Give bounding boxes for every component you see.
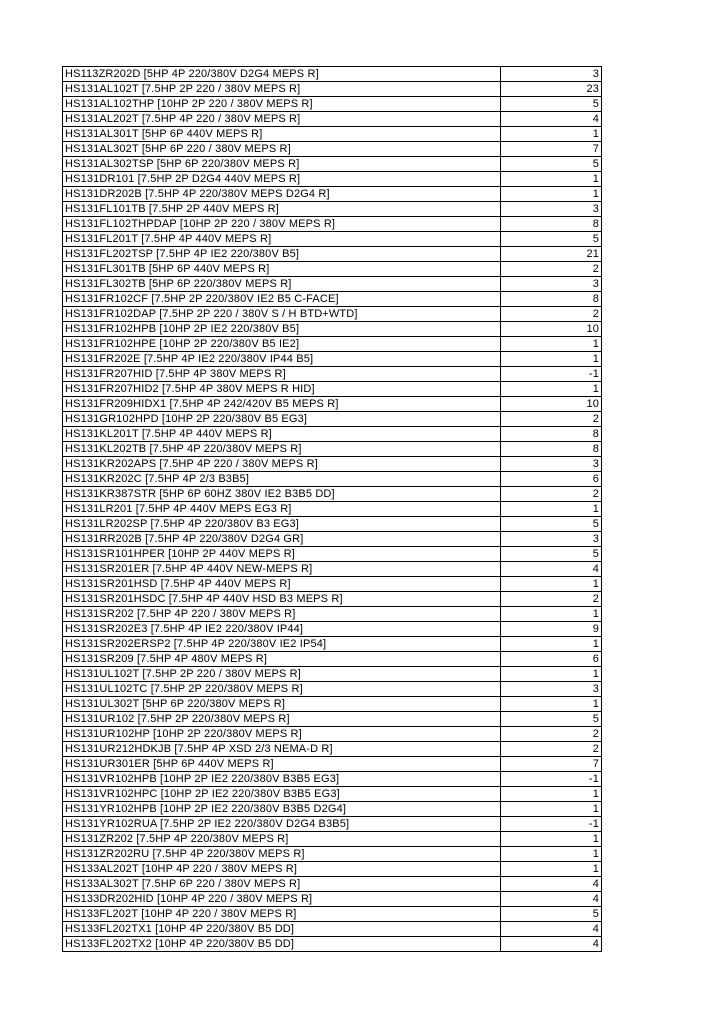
product-description-cell: HS131FR207HID [7.5HP 4P 380V MEPS R] bbox=[63, 367, 501, 382]
product-description-cell: HS131UR102 [7.5HP 2P 220/380V MEPS R] bbox=[63, 712, 501, 727]
table-row bbox=[63, 907, 602, 922]
product-description-cell: HS131UR212HDKJB [7.5HP 4P XSD 2/3 NEMA-D R] bbox=[63, 742, 501, 757]
table-row bbox=[63, 112, 602, 127]
quantity-cell: 5 bbox=[501, 907, 602, 922]
quantity-cell: 6 bbox=[501, 652, 602, 667]
quantity-cell: 1 bbox=[501, 637, 602, 652]
table-row bbox=[63, 817, 602, 832]
product-description-cell: HS133FL202T [10HP 4P 220 / 380V MEPS R] bbox=[63, 907, 501, 922]
quantity-cell: 8 bbox=[501, 217, 602, 232]
quantity-cell: 2 bbox=[501, 727, 602, 742]
inventory-table bbox=[62, 66, 602, 952]
table-row bbox=[63, 217, 602, 232]
product-description-cell: HS133FL202TX2 [10HP 4P 220/380V B5 DD] bbox=[63, 937, 501, 952]
quantity-cell: 1 bbox=[501, 847, 602, 862]
table-row bbox=[63, 712, 602, 727]
product-description-cell: HS131KR202APS [7.5HP 4P 220 / 380V MEPS R] bbox=[63, 457, 501, 472]
product-description-cell: HS131FR207HID2 [7.5HP 4P 380V MEPS R HID] bbox=[63, 382, 501, 397]
quantity-cell: 1 bbox=[501, 697, 602, 712]
product-description-cell: HS131FL301TB [5HP 6P 440V MEPS R] bbox=[63, 262, 501, 277]
product-description-cell: HS131SR202 [7.5HP 4P 220 / 380V MEPS R] bbox=[63, 607, 501, 622]
quantity-cell: 6 bbox=[501, 472, 602, 487]
table-row bbox=[63, 592, 602, 607]
quantity-cell: 3 bbox=[501, 532, 602, 547]
quantity-cell: 8 bbox=[501, 442, 602, 457]
table-row bbox=[63, 727, 602, 742]
table-row bbox=[63, 502, 602, 517]
table-row bbox=[63, 667, 602, 682]
table-row bbox=[63, 382, 602, 397]
quantity-cell: 1 bbox=[501, 127, 602, 142]
quantity-cell: -1 bbox=[501, 367, 602, 382]
table-row bbox=[63, 157, 602, 172]
table-row bbox=[63, 277, 602, 292]
product-description-cell: HS131FL202TSP [7.5HP 4P IE2 220/380V B5] bbox=[63, 247, 501, 262]
product-description-cell: HS131VR102HPC [10HP 2P IE2 220/380V B3B5 EG3] bbox=[63, 787, 501, 802]
table-row bbox=[63, 172, 602, 187]
product-description-cell: HS131FR102HPE [10HP 2P 220/380V B5 IE2] bbox=[63, 337, 501, 352]
table-row bbox=[63, 682, 602, 697]
table-row bbox=[63, 697, 602, 712]
table-row bbox=[63, 562, 602, 577]
product-description-cell: HS131SR201HSD [7.5HP 4P 440V MEPS R] bbox=[63, 577, 501, 592]
product-description-cell: HS131UR301ER [5HP 6P 440V MEPS R] bbox=[63, 757, 501, 772]
quantity-cell: 1 bbox=[501, 607, 602, 622]
product-description-cell: HS133AL202T [10HP 4P 220 / 380V MEPS R] bbox=[63, 862, 501, 877]
product-description-cell: HS131AL202T [7.5HP 4P 220 / 380V MEPS R] bbox=[63, 112, 501, 127]
table-row bbox=[63, 322, 602, 337]
table-row bbox=[63, 622, 602, 637]
quantity-cell: 3 bbox=[501, 202, 602, 217]
product-description-cell: HS131AL302TSP [5HP 6P 220/380V MEPS R] bbox=[63, 157, 501, 172]
table-row bbox=[63, 442, 602, 457]
table-row bbox=[63, 82, 602, 97]
quantity-cell: 2 bbox=[501, 487, 602, 502]
product-description-cell: HS131ZR202RU [7.5HP 4P 220/380V MEPS R] bbox=[63, 847, 501, 862]
product-description-cell: HS131SR202E3 [7.5HP 4P IE2 220/380V IP44] bbox=[63, 622, 501, 637]
table-row bbox=[63, 142, 602, 157]
quantity-cell: 5 bbox=[501, 712, 602, 727]
quantity-cell: 4 bbox=[501, 937, 602, 952]
quantity-cell: 9 bbox=[501, 622, 602, 637]
table-row bbox=[63, 577, 602, 592]
product-description-cell: HS131DR202B [7.5HP 4P 220/380V MEPS D2G4 R] bbox=[63, 187, 501, 202]
quantity-cell: 2 bbox=[501, 412, 602, 427]
table-row bbox=[63, 232, 602, 247]
table-row bbox=[63, 742, 602, 757]
quantity-cell: 4 bbox=[501, 877, 602, 892]
product-description-cell: HS131FL302TB [5HP 6P 220/380V MEPS R] bbox=[63, 277, 501, 292]
table-row bbox=[63, 412, 602, 427]
quantity-cell: 1 bbox=[501, 337, 602, 352]
product-description-cell: HS131VR102HPB [10HP 2P IE2 220/380V B3B5 EG3] bbox=[63, 772, 501, 787]
table-row bbox=[63, 607, 602, 622]
table-row bbox=[63, 652, 602, 667]
quantity-cell: 10 bbox=[501, 322, 602, 337]
quantity-cell: 4 bbox=[501, 892, 602, 907]
quantity-cell: 3 bbox=[501, 67, 602, 82]
quantity-cell: 5 bbox=[501, 97, 602, 112]
table-row bbox=[63, 307, 602, 322]
product-description-cell: HS131ZR202 [7.5HP 4P 220/380V MEPS R] bbox=[63, 832, 501, 847]
product-description-cell: HS131AL102THP [10HP 2P 220 / 380V MEPS R] bbox=[63, 97, 501, 112]
quantity-cell: 1 bbox=[501, 802, 602, 817]
table-row bbox=[63, 862, 602, 877]
table-row bbox=[63, 292, 602, 307]
table-row bbox=[63, 547, 602, 562]
quantity-cell: 4 bbox=[501, 922, 602, 937]
quantity-cell: 1 bbox=[501, 787, 602, 802]
table-row bbox=[63, 517, 602, 532]
product-description-cell: HS131SR202ERSP2 [7.5HP 4P 220/380V IE2 IP54] bbox=[63, 637, 501, 652]
quantity-cell: 8 bbox=[501, 427, 602, 442]
quantity-cell: 21 bbox=[501, 247, 602, 262]
quantity-cell: 7 bbox=[501, 757, 602, 772]
product-description-cell: HS131UR102HP [10HP 2P 220/380V MEPS R] bbox=[63, 727, 501, 742]
table-row bbox=[63, 352, 602, 367]
product-description-cell: HS133AL302T [7.5HP 6P 220 / 380V MEPS R] bbox=[63, 877, 501, 892]
product-description-cell: HS131FR202E [7.5HP 4P IE2 220/380V IP44 B5] bbox=[63, 352, 501, 367]
table-row bbox=[63, 802, 602, 817]
quantity-cell: 1 bbox=[501, 172, 602, 187]
table-row bbox=[63, 202, 602, 217]
table-row bbox=[63, 262, 602, 277]
table-row bbox=[63, 487, 602, 502]
table-row bbox=[63, 877, 602, 892]
product-description-cell: HS131FR102DAP [7.5HP 2P 220 / 380V S / H BTD+WTD] bbox=[63, 307, 501, 322]
table-row bbox=[63, 532, 602, 547]
product-description-cell: HS113ZR202D [5HP 4P 220/380V D2G4 MEPS R] bbox=[63, 67, 501, 82]
product-description-cell: HS131YR102HPB [10HP 2P IE2 220/380V B3B5 D2G4] bbox=[63, 802, 501, 817]
table-row bbox=[63, 397, 602, 412]
quantity-cell: 1 bbox=[501, 862, 602, 877]
quantity-cell: -1 bbox=[501, 772, 602, 787]
quantity-cell: 5 bbox=[501, 157, 602, 172]
product-description-cell: HS131KL202TB [7.5HP 4P 220/380V MEPS R] bbox=[63, 442, 501, 457]
table-row bbox=[63, 937, 602, 952]
product-description-cell: HS131KR387STR [5HP 6P 60HZ 380V IE2 B3B5 DD] bbox=[63, 487, 501, 502]
table-row bbox=[63, 337, 602, 352]
quantity-cell: 7 bbox=[501, 142, 602, 157]
table-row bbox=[63, 772, 602, 787]
table-row bbox=[63, 457, 602, 472]
quantity-cell: 5 bbox=[501, 547, 602, 562]
product-description-cell: HS131FR102CF [7.5HP 2P 220/380V IE2 B5 C-FACE] bbox=[63, 292, 501, 307]
quantity-cell: 4 bbox=[501, 112, 602, 127]
quantity-cell: 1 bbox=[501, 832, 602, 847]
product-description-cell: HS131FR209HIDX1 [7.5HP 4P 242/420V B5 MEPS R] bbox=[63, 397, 501, 412]
quantity-cell: 1 bbox=[501, 187, 602, 202]
product-description-cell: HS131GR102HPD [10HP 2P 220/380V B5 EG3] bbox=[63, 412, 501, 427]
product-description-cell: HS131KL201T [7.5HP 4P 440V MEPS R] bbox=[63, 427, 501, 442]
table-row bbox=[63, 367, 602, 382]
quantity-cell: 23 bbox=[501, 82, 602, 97]
product-description-cell: HS133DR202HID [10HP 4P 220 / 380V MEPS R] bbox=[63, 892, 501, 907]
product-description-cell: HS131RR202B [7.5HP 4P 220/380V D2G4 GR] bbox=[63, 532, 501, 547]
quantity-cell: 1 bbox=[501, 352, 602, 367]
product-description-cell: HS131SR201HSDC [7.5HP 4P 440V HSD B3 MEPS R] bbox=[63, 592, 501, 607]
product-description-cell: HS131SR201ER [7.5HP 4P 440V NEW-MEPS R] bbox=[63, 562, 501, 577]
quantity-cell: 2 bbox=[501, 307, 602, 322]
quantity-cell: 10 bbox=[501, 397, 602, 412]
table-row bbox=[63, 757, 602, 772]
product-description-cell: HS131LR202SP [7.5HP 4P 220/380V B3 EG3] bbox=[63, 517, 501, 532]
table-row bbox=[63, 187, 602, 202]
quantity-cell: -1 bbox=[501, 817, 602, 832]
table-row bbox=[63, 787, 602, 802]
quantity-cell: 3 bbox=[501, 682, 602, 697]
quantity-cell: 3 bbox=[501, 457, 602, 472]
product-description-cell: HS131UL302T [5HP 6P 220/380V MEPS R] bbox=[63, 697, 501, 712]
product-description-cell: HS131SR101HPER [10HP 2P 440V MEPS R] bbox=[63, 547, 501, 562]
table-row bbox=[63, 832, 602, 847]
product-description-cell: HS131DR101 [7.5HP 2P D2G4 440V MEPS R] bbox=[63, 172, 501, 187]
product-description-cell: HS131FL102THPDAP [10HP 2P 220 / 380V MEPS R] bbox=[63, 217, 501, 232]
table-row bbox=[63, 472, 602, 487]
product-description-cell: HS131UL102T [7.5HP 2P 220 / 380V MEPS R] bbox=[63, 667, 501, 682]
table-row bbox=[63, 97, 602, 112]
product-description-cell: HS131AL302T [5HP 6P 220 / 380V MEPS R] bbox=[63, 142, 501, 157]
quantity-cell: 1 bbox=[501, 502, 602, 517]
product-description-cell: HS131FL101TB [7.5HP 2P 440V MEPS R] bbox=[63, 202, 501, 217]
product-description-cell: HS131UL102TC [7.5HP 2P 220/380V MEPS R] bbox=[63, 682, 501, 697]
product-description-cell: HS131FL201T [7.5HP 4P 440V MEPS R] bbox=[63, 232, 501, 247]
table-row bbox=[63, 427, 602, 442]
product-description-cell: HS131FR102HPB [10HP 2P IE2 220/380V B5] bbox=[63, 322, 501, 337]
inventory-table-body bbox=[63, 67, 602, 952]
product-description-cell: HS131AL102T [7.5HP 2P 220 / 380V MEPS R] bbox=[63, 82, 501, 97]
product-description-cell: HS131YR102RUA [7.5HP 2P IE2 220/380V D2G4 B3B5] bbox=[63, 817, 501, 832]
product-description-cell: HS131KR202C [7.5HP 4P 2/3 B3B5] bbox=[63, 472, 501, 487]
quantity-cell: 1 bbox=[501, 382, 602, 397]
product-description-cell: HS133FL202TX1 [10HP 4P 220/380V B5 DD] bbox=[63, 922, 501, 937]
table-row bbox=[63, 127, 602, 142]
quantity-cell: 4 bbox=[501, 562, 602, 577]
quantity-cell: 8 bbox=[501, 292, 602, 307]
product-description-cell: HS131LR201 [7.5HP 4P 440V MEPS EG3 R] bbox=[63, 502, 501, 517]
table-row bbox=[63, 247, 602, 262]
quantity-cell: 2 bbox=[501, 742, 602, 757]
quantity-cell: 1 bbox=[501, 577, 602, 592]
product-description-cell: HS131AL301T [5HP 6P 440V MEPS R] bbox=[63, 127, 501, 142]
quantity-cell: 1 bbox=[501, 667, 602, 682]
table-row bbox=[63, 892, 602, 907]
table-row bbox=[63, 67, 602, 82]
quantity-cell: 2 bbox=[501, 592, 602, 607]
table-row bbox=[63, 922, 602, 937]
table-row bbox=[63, 637, 602, 652]
quantity-cell: 2 bbox=[501, 262, 602, 277]
product-description-cell: HS131SR209 [7.5HP 4P 480V MEPS R] bbox=[63, 652, 501, 667]
quantity-cell: 5 bbox=[501, 232, 602, 247]
quantity-cell: 5 bbox=[501, 517, 602, 532]
quantity-cell: 3 bbox=[501, 277, 602, 292]
table-row bbox=[63, 847, 602, 862]
